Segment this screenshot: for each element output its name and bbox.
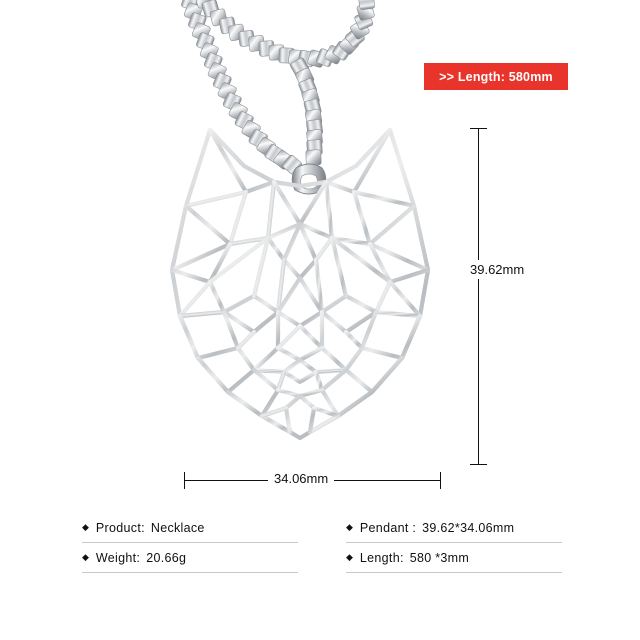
height-dimension-label: 39.62mm xyxy=(470,262,525,277)
diamond-bullet-icon: ◆ xyxy=(82,522,89,532)
spec-label: Pendant : xyxy=(359,520,417,535)
spec-row-product xyxy=(82,513,298,543)
height-dimension-cap-top xyxy=(470,128,487,129)
spec-row-pendant xyxy=(346,513,562,543)
height-dimension-line xyxy=(478,128,479,464)
width-dimension-cap-right xyxy=(440,472,441,489)
spec-table xyxy=(82,513,562,573)
diamond-bullet-icon: ◆ xyxy=(346,552,353,562)
spec-value: Necklace xyxy=(150,520,205,535)
spec-row-length xyxy=(346,543,562,573)
diamond-bullet-icon: ◆ xyxy=(82,552,89,562)
length-badge: >> Length: 580mm xyxy=(424,63,568,90)
width-dimension-label: 34.06mm xyxy=(268,471,334,486)
spec-value: 580 *3mm xyxy=(409,550,470,565)
pendant-geometric-fox-head xyxy=(150,120,450,450)
spec-label: Product: xyxy=(95,520,145,535)
spec-label: Weight: xyxy=(95,550,141,565)
height-dimension-cap-bottom xyxy=(470,464,487,465)
diamond-bullet-icon: ◆ xyxy=(346,522,353,532)
spec-value: 20.66g xyxy=(146,550,187,565)
spec-row-weight xyxy=(82,543,298,573)
spec-value: 39.62*34.06mm xyxy=(422,520,515,535)
spec-label: Length: xyxy=(359,550,404,565)
width-dimension-cap-left xyxy=(184,472,185,489)
